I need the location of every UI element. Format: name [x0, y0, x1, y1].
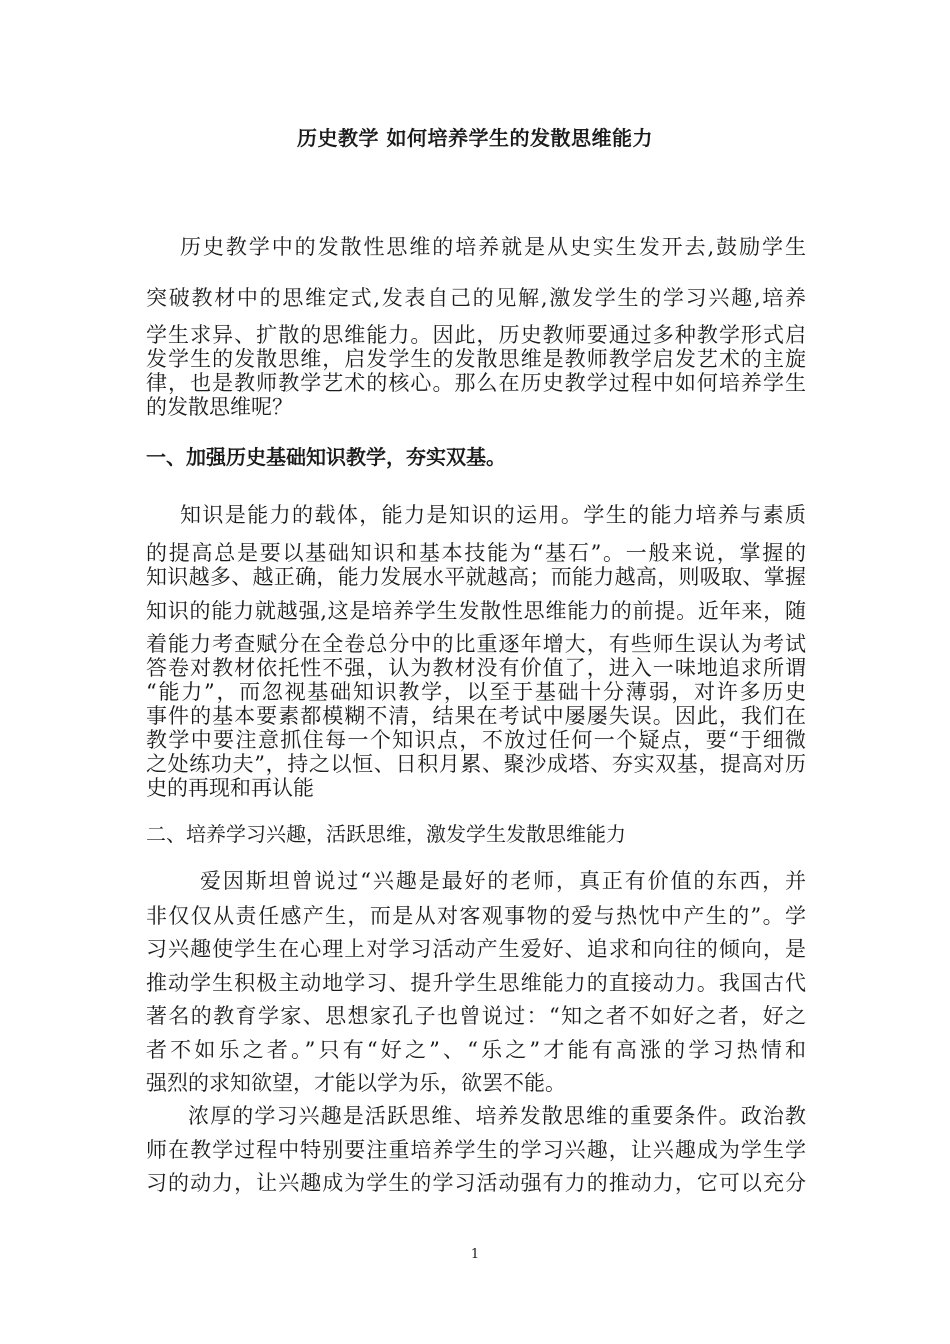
paragraph-line: 知识的能力就越强,这是培养学生发散性思维能力的前提。近年来，随 — [146, 599, 806, 623]
section-heading: 二、培养学习兴趣，活跃思维，激发学生发散思维能力 — [146, 822, 626, 846]
paragraph-line: 史的再现和再认能 — [146, 776, 314, 800]
paragraph-line: 历史教学中的发散性思维的培养就是从史实生发开去,鼓励学生 — [180, 235, 806, 259]
paragraph-line: 习兴趣使学生在心理上对学习活动产生爱好、追求和向往的倾向，是 — [146, 937, 806, 961]
paragraph-line: 着能力考查赋分在全卷总分中的比重逐年增大，有些师生误认为考试 — [146, 632, 806, 656]
paragraph-line: 学生求异、扩散的思维能力。因此，历史教师要通过多种教学形式启 — [146, 323, 806, 347]
paragraph-line: 非仅仅从责任感产生，而是从对客观事物的爱与热忱中产生的”。学 — [146, 904, 806, 928]
paragraph-line: 发学生的发散思维，启发学生的发散思维是教师教学启发艺术的主旋 — [146, 347, 806, 371]
paragraph-line: 知识是能力的载体，能力是知识的运用。学生的能力培养与素质 — [180, 503, 806, 527]
paragraph-line: 者不如乐之者。”只有“好之”、“乐之”才能有高涨的学习热情和 — [146, 1038, 806, 1062]
paragraph-line: 之处练功夫”，持之以恒、日积月累、聚沙成塔、夯实双基，提高对历 — [146, 752, 806, 776]
paragraph-line: 浓厚的学习兴趣是活跃思维、培养发散思维的重要条件。政治教 — [188, 1104, 806, 1128]
paragraph-line: 强烈的求知欲望，才能以学为乐，欲罢不能。 — [146, 1071, 566, 1095]
paragraph-line: 著名的教育学家、思想家孔子也曾说过：“知之者不如好之者，好之 — [146, 1004, 806, 1028]
paragraph-line: 知识越多、越正确，能力发展水平就越高；而能力越高，则吸取、掌握 — [146, 565, 806, 589]
paragraph-line: 师在教学过程中特别要注重培养学生的学习兴趣，让兴趣成为学生学 — [146, 1138, 806, 1162]
paragraph-line: “能力”，而忽视基础知识教学，以至于基础十分薄弱，对许多历史 — [146, 680, 806, 704]
paragraph-line: 律，也是教师教学艺术的核心。那么在历史教学过程中如何培养学生 — [146, 371, 806, 395]
paragraph-line: 的发散思维呢？ — [146, 395, 293, 419]
page-number: 1 — [470, 1247, 480, 1262]
document-title: 历史教学 如何培养学生的发散思维能力 — [297, 126, 653, 150]
paragraph-line: 突破教材中的思维定式,发表自己的见解,激发学生的学习兴趣,培养 — [146, 286, 806, 310]
paragraph-line: 事件的基本要素都模糊不清，结果在考试中屡屡失误。因此，我们在 — [146, 704, 806, 728]
paragraph-line: 推动学生积极主动地学习、提升学生思维能力的直接动力。我国古代 — [146, 971, 806, 995]
paragraph-line: 教学中要注意抓住每一个知识点，不放过任何一个疑点，要“于细微 — [146, 728, 806, 752]
section-heading: 一、加强历史基础知识教学，夯实双基。 — [146, 445, 506, 469]
paragraph-line: 的提高总是要以基础知识和基本技能为“基石”。一般来说，掌握的 — [146, 541, 806, 565]
paragraph-line: 爱因斯坦曾说过“兴趣是最好的老师，真正有价值的东西，并 — [200, 869, 806, 893]
paragraph-line: 习的动力，让兴趣成为学生的学习活动强有力的推动力，它可以充分 — [146, 1171, 806, 1195]
paragraph-line: 答卷对教材依托性不强，认为教材没有价值了，进入一味地追求所谓 — [146, 656, 806, 680]
